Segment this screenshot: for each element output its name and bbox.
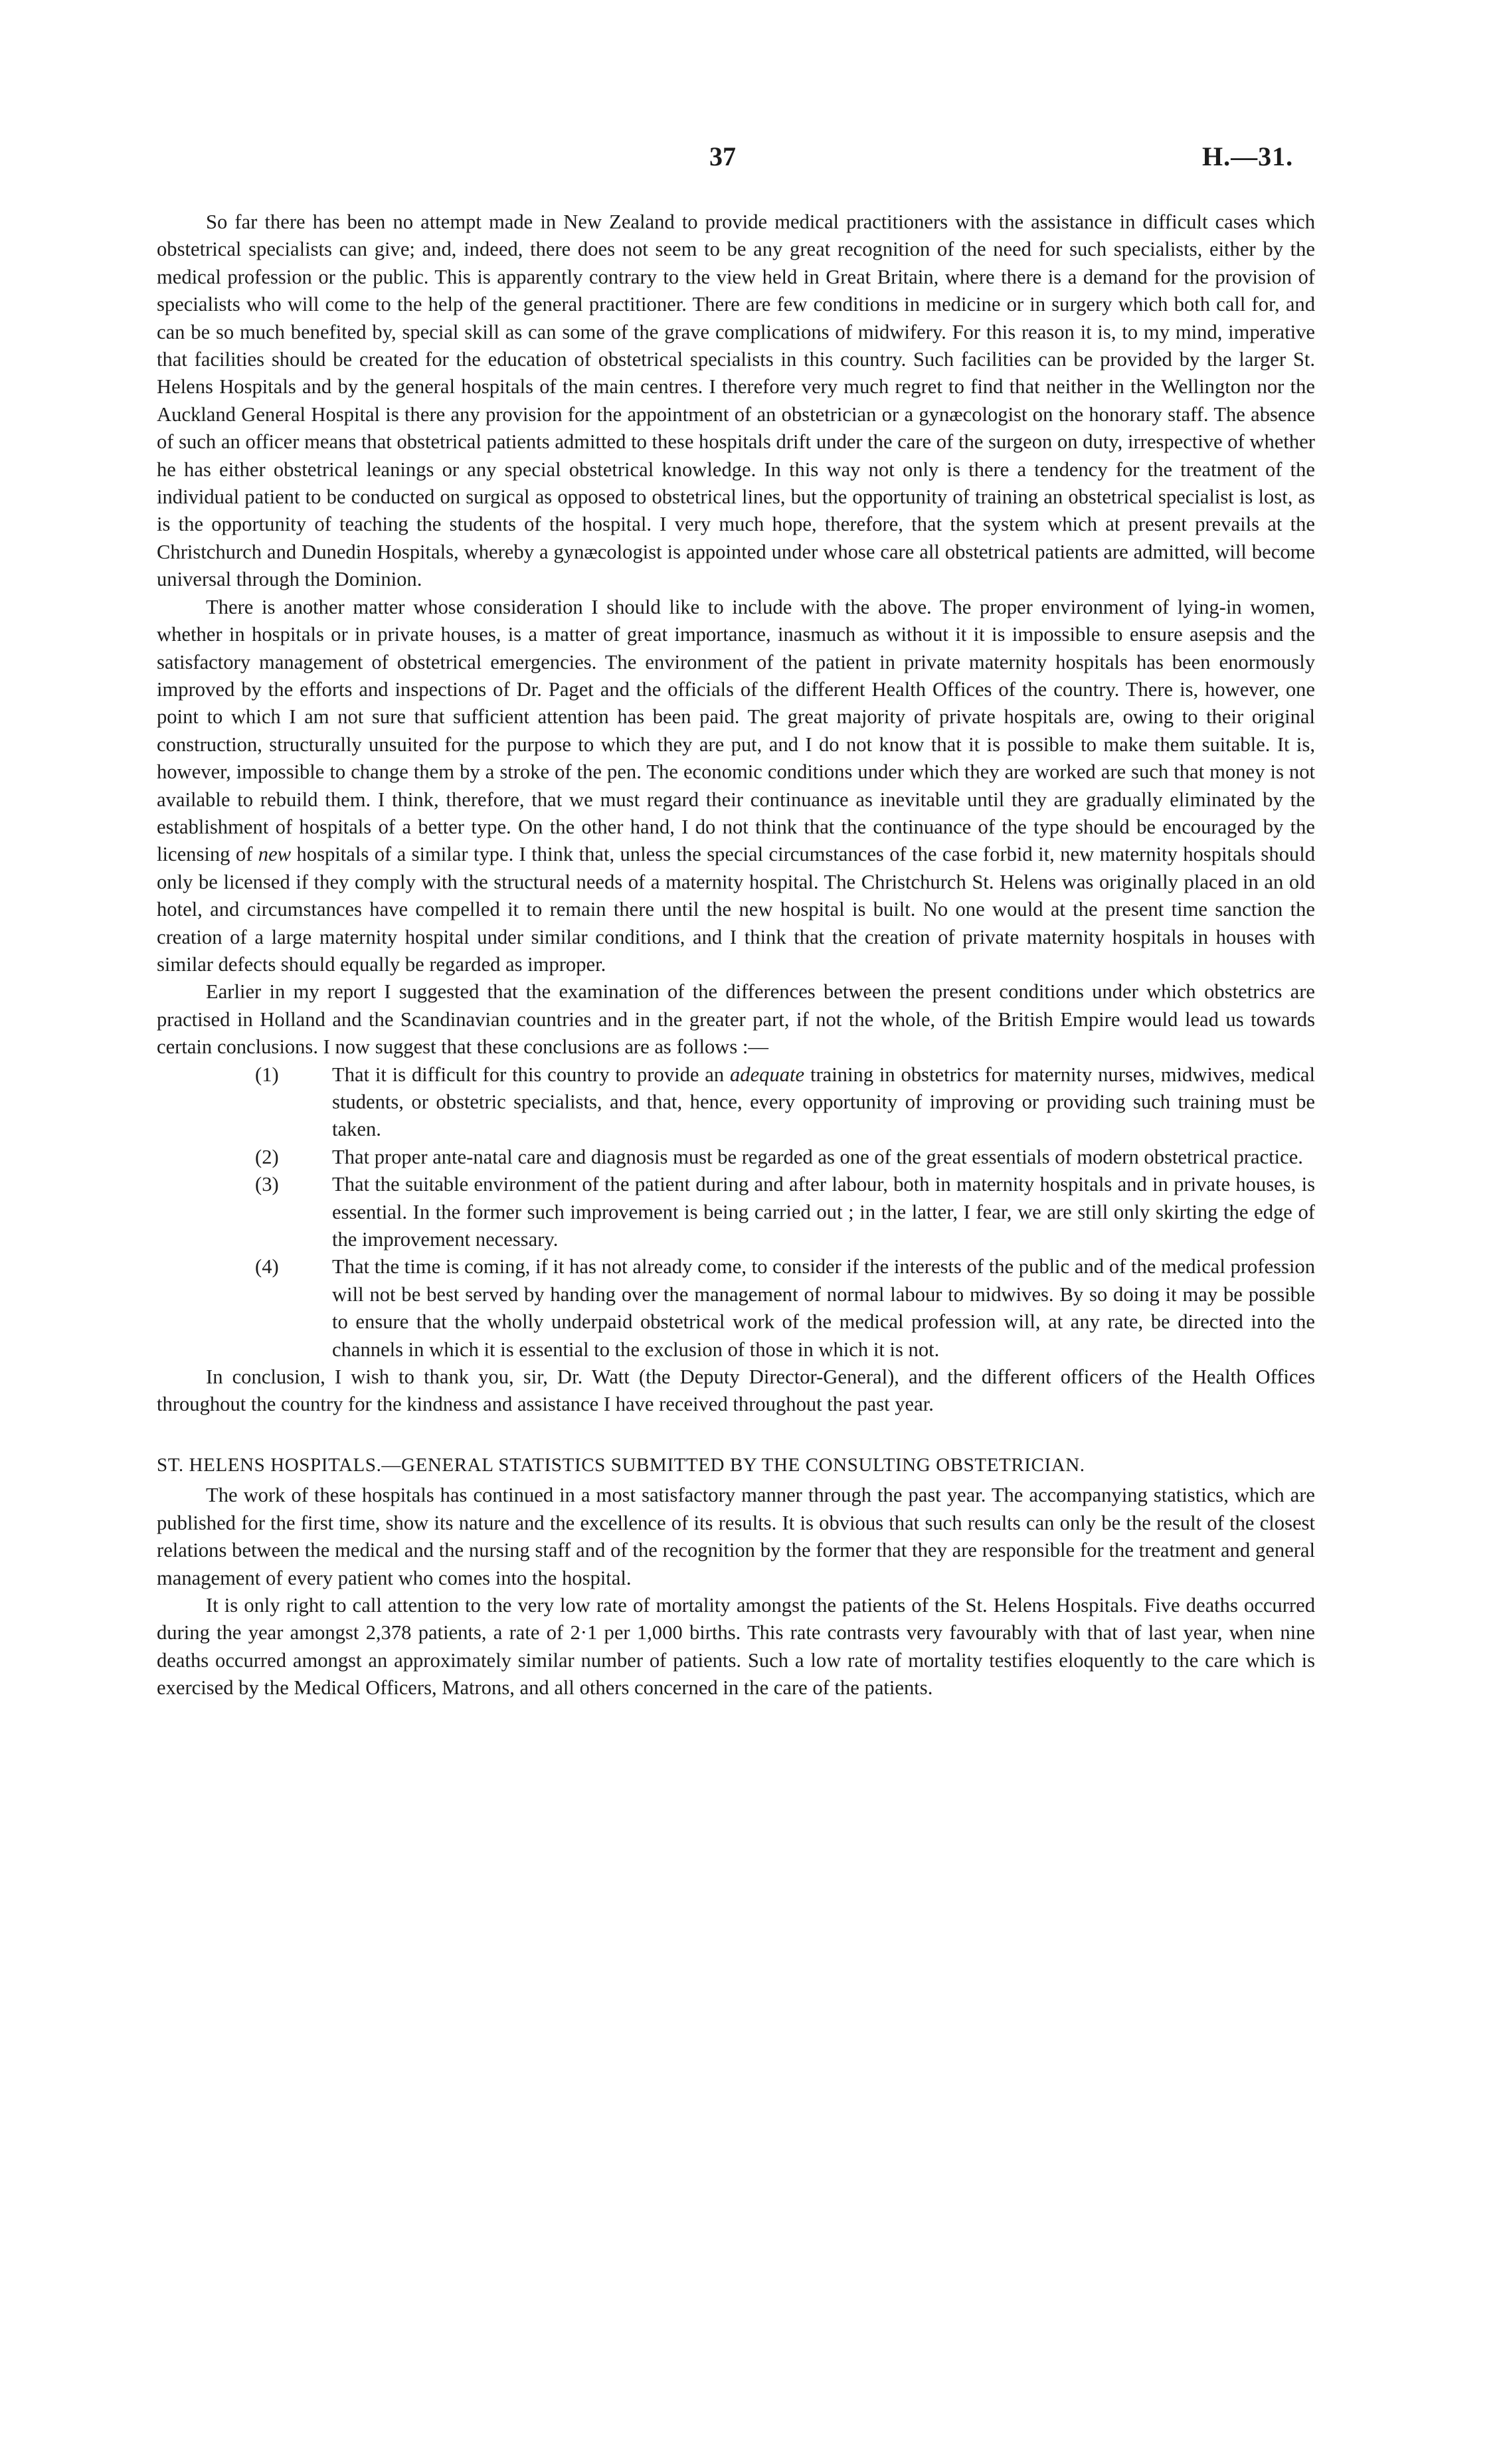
paragraph-acknowledgement: In conclusion, I wish to thank you, sir, Dr. Watt (the Deputy Director-General), and the different officers of the Health Offices throughout the country for the kindness and assistance I have received throughout the past year. bbox=[157, 1365, 1315, 1416]
list-item-number: (4) bbox=[255, 1255, 279, 1278]
emphasis-adequate: adequate bbox=[729, 1063, 805, 1086]
list-item-text-post: training in obstetrics for maternity nurses, midwives, medical students, or obstetric specialists, and that, hence, every opportunity of improving or providing such training must be taken. bbox=[332, 1063, 1315, 1141]
list-item-text-pre: That it is difficult for this country to provide an bbox=[332, 1063, 725, 1086]
list-item-number: (2) bbox=[255, 1145, 279, 1168]
list-item-text: That proper ante-natal care and diagnosis must be regarded as one of the great essentials of modern obstetrical practice. bbox=[332, 1145, 1303, 1168]
section-heading: ST. HELENS HOSPITALS.—GENERAL STATISTICS SUBMITTED BY THE CONSULTING OBSTETRICIAN. bbox=[157, 1454, 1085, 1476]
list-item bbox=[157, 1061, 1315, 1144]
list-item-text: That the suitable environment of the patient during and after labour, both in maternity hospitals and in private houses, is essential. In the former such improvement is being carried out ; in the latter, I fear, we are still only skirting the edge of the improvement necessary. bbox=[332, 1173, 1315, 1251]
list-item bbox=[157, 1253, 1315, 1364]
list-item bbox=[157, 1171, 1315, 1253]
paragraph-hospital-work: The work of these hospitals has continued in a most satisfactory manner through the past year. The accompanying statistics, which are published for the first time, show its nature and the excellence of its results. It is obvious that such results can only be the result of the closest relations between the medical and the nursing staff and of the recognition by the former that they are responsible for the treatment and general management of every patient who comes into the hospital. bbox=[157, 1484, 1315, 1589]
emphasis-new: new bbox=[258, 843, 292, 866]
paragraph-environment bbox=[157, 594, 1315, 979]
body-text bbox=[157, 209, 1315, 1702]
paragraph-conclusions-intro: Earlier in my report I suggested that the examination of the differences between the present conditions under which obstetrics are practised in Holland and the Scandinavian countries and in the greater part, if not the whole, of the British Empire would lead us towards certain conclusions. I now suggest that these conclusions are as follows :— bbox=[157, 980, 1315, 1059]
document-reference: H.—31. bbox=[1202, 141, 1294, 171]
list-item-number: (3) bbox=[255, 1173, 279, 1196]
page-number: 37 bbox=[709, 141, 736, 171]
list-item-number: (1) bbox=[255, 1063, 279, 1086]
paragraph-mortality: It is only right to call attention to the very low rate of mortality amongst the patients of the St. Helens Hospitals. Five deaths occurred during the year amongst 2,378 patients, a rate of 2·1 per 1,000 births. This rate contrasts very favourably with that of last year, when nine deaths occurred amongst an approximately similar number of patients. Such a low rate of mortality testifies eloquently to the care which is exercised by the Medical Officers, Matrons, and all others concerned in the care of the patients. bbox=[157, 1593, 1315, 1700]
conclusions-list bbox=[157, 1061, 1315, 1364]
list-item-text: That the time is coming, if it has not already come, to consider if the interests of the public and of the medical profession will not be best served by handing over the management of normal labour to midwives. By so doing it may be possible to ensure that the wholly underpaid obstetrical work of the medical profession will, at any rate, be directed into the channels in which it is essential to the exclusion of those in which it is not. bbox=[332, 1255, 1315, 1361]
paragraph-environment-part2: hospitals of a similar type. I think that, unless the special circumstances of the case forbid it, new maternity hospitals should only be licensed if they comply with the structural needs of a maternity hospital. The Christchurch St. Helens was originally placed in an old hotel, and circumstances have compelled it to remain there until the new hospital is built. No one would at the present time sanction the creation of a large maternity hospital under similar conditions, and I think that the creation of private maternity hospitals in houses with similar defects should equally be regarded as improper. bbox=[157, 843, 1316, 976]
list-item bbox=[157, 1144, 1315, 1171]
paragraph-environment-part1: There is another matter whose consideration I should like to include with the above. The proper environment of lying-in women, whether in hospitals or in private houses, is a matter of great importance, inasmuch as without it it is impossible to ensure asepsis and the satisfactory management of obstetrical emergencies. The environment of the patient in private maternity hospitals has been enormously improved by the efforts and inspections of Dr. Paget and the officials of the different Health Offices of the country. There is, however, one point to which I am not sure that sufficient attention has been paid. The great majority of private hospitals are, owing to their original construction, structurally unsuited for the purpose to which they are put, and I do not know that it is possible to make them suitable. It is, however, impossible to change them by a stroke of the pen. The economic conditions under which they are worked are such that money is not available to rebuild them. I think, therefore, that we must regard their continuance as inevitable until they are gradually eliminated by the establishment of hospitals of a better type. On the other hand, I do not think that the continuance of the type should be encouraged by the licensing of bbox=[157, 595, 1315, 866]
page-header bbox=[0, 141, 1507, 181]
paragraph-specialists: So far there has been no attempt made in New Zealand to provide medical practitioners with the assistance in difficult cases which obstetrical specialists can give; and, indeed, there does not seem to be any great recognition of the need for such specialists, either by the medical profession or the public. This is apparently contrary to the view held in Great Britain, where there is a demand for the provision of specialists who will come to the help of the general practitioner. There are few conditions in medicine or in surgery which both call for, and can be so much benefited by, special skill as can some of the grave complications of midwifery. For this reason it is, to my mind, imperative that facilities should be created for the education of obstetrical specialists in this country. Such facilities can be provided by the larger St. Helens Hospitals and by the general hospitals of the main centres. I therefore very much regret to find that neither in the Wellington nor the Auckland General Hospital is there any provision for the appointment of an obstetrician or a gynæcologist on the honorary staff. The absence of such an officer means that obstetrical patients admitted to these hospitals drift under the care of the surgeon on duty, irrespective of whether he has either obstetrical leanings or any special obstetrical knowledge. In this way not only is there a tendency for the treatment of the individual patient to be conducted on surgical as opposed to obstetrical lines, but the opportunity of training an obstetrical specialist is lost, as is the opportunity of teaching the students of the hospital. I very much hope, therefore, that the system which at present prevails at the Christchurch and Dunedin Hospitals, whereby a gynæcologist is appointed under whose care all obstetrical patients are admitted, will become universal through the Dominion. bbox=[157, 211, 1315, 591]
